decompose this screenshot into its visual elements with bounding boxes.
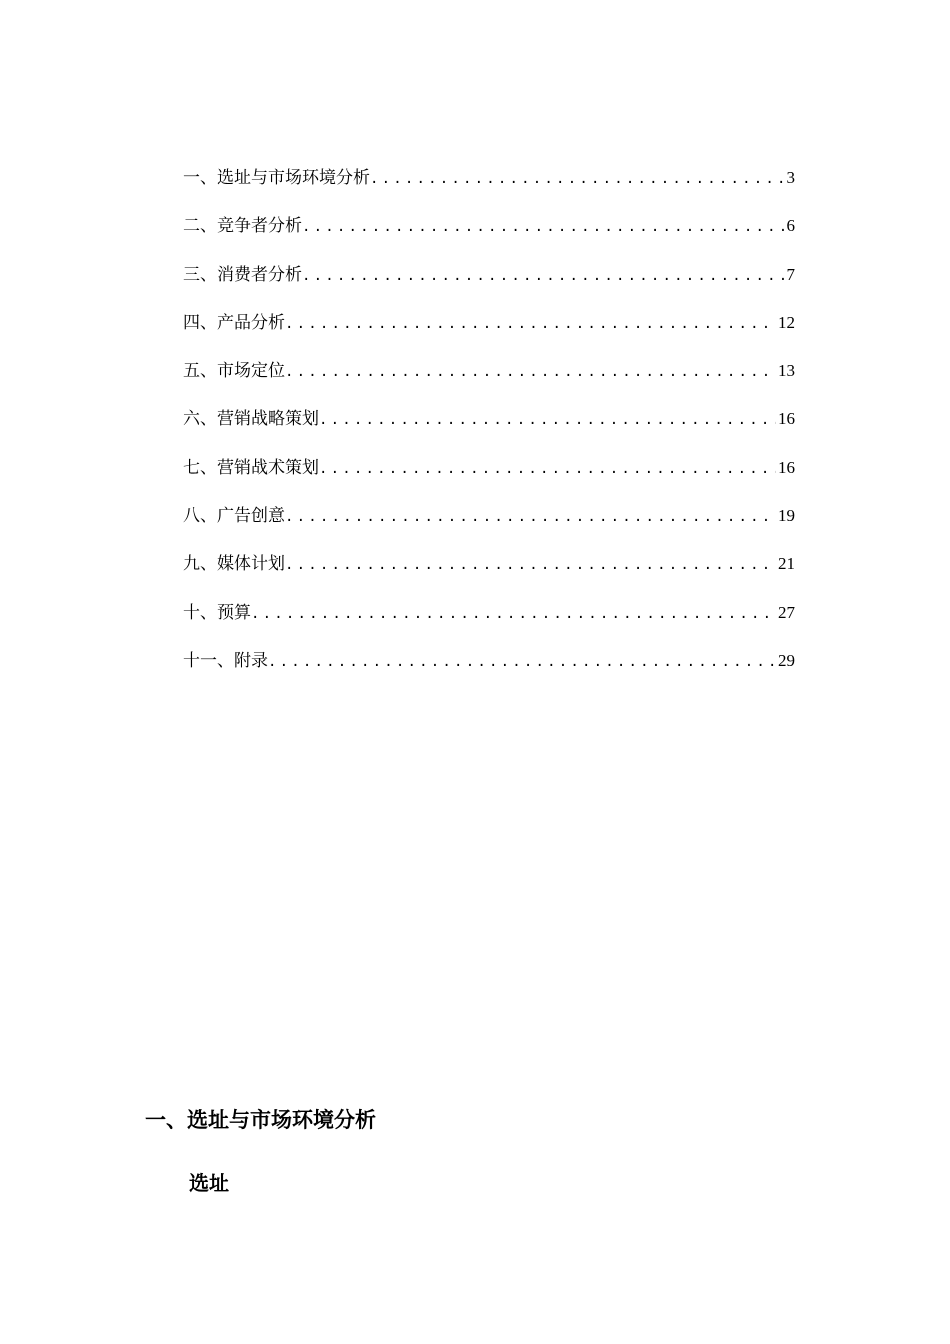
toc-entry-title: 十一、附录 xyxy=(183,650,268,671)
toc-entry-page: 7 xyxy=(786,264,795,284)
toc-dot-leader xyxy=(319,406,776,434)
toc-entry-title: 七、营销战术策划 xyxy=(183,457,319,478)
toc-entry-title: 四、产品分析 xyxy=(183,312,285,333)
toc-dot-leader xyxy=(285,310,776,338)
toc-entry-page: 3 xyxy=(786,168,795,187)
toc-dot-leader xyxy=(302,213,785,241)
table-of-contents xyxy=(183,164,795,695)
toc-entry-page: 6 xyxy=(786,216,795,236)
toc-dot-leader xyxy=(302,262,785,290)
toc-dot-leader xyxy=(319,455,776,483)
toc-entry[interactable] xyxy=(183,599,795,647)
toc-entry-page: 16 xyxy=(778,457,795,477)
toc-dot-leader xyxy=(251,600,776,628)
toc-entry[interactable] xyxy=(183,309,795,357)
toc-entry-page: 29 xyxy=(778,650,795,670)
toc-entry-title: 五、市场定位 xyxy=(183,361,285,382)
toc-dot-leader xyxy=(285,358,776,386)
toc-entry-title: 六、营销战略策划 xyxy=(183,409,319,430)
toc-entry[interactable] xyxy=(183,502,795,550)
toc-dot-leader xyxy=(285,551,776,579)
toc-entry[interactable] xyxy=(183,647,795,695)
toc-entry[interactable] xyxy=(183,550,795,598)
toc-entry-title: 九、媒体计划 xyxy=(183,554,285,575)
section-heading: 一、选址与市场环境分析 xyxy=(145,1108,376,1132)
toc-entry-page: 21 xyxy=(778,554,795,574)
toc-entry-title: 三、消费者分析 xyxy=(183,264,302,285)
toc-entry-page: 13 xyxy=(778,361,795,381)
toc-entry-title: 一、选址与市场环境分析 xyxy=(183,168,370,188)
toc-entry-page: 19 xyxy=(778,506,795,526)
toc-entry[interactable] xyxy=(183,454,795,502)
subsection-heading: 选址 xyxy=(189,1171,229,1195)
toc-entry[interactable] xyxy=(183,357,795,405)
toc-entry-page: 27 xyxy=(778,602,795,622)
toc-dot-leader xyxy=(370,165,785,193)
toc-entry[interactable] xyxy=(183,405,795,453)
toc-entry-page: 16 xyxy=(778,409,795,429)
toc-entry[interactable] xyxy=(183,212,795,260)
toc-entry[interactable] xyxy=(183,164,795,212)
toc-dot-leader xyxy=(268,648,776,676)
toc-entry[interactable] xyxy=(183,261,795,309)
toc-dot-leader xyxy=(285,503,776,531)
toc-entry-page: 12 xyxy=(778,312,795,332)
toc-entry-title: 二、竞争者分析 xyxy=(183,216,302,237)
toc-entry-title: 八、广告创意 xyxy=(183,506,285,527)
toc-entry-title: 十、预算 xyxy=(183,602,251,623)
